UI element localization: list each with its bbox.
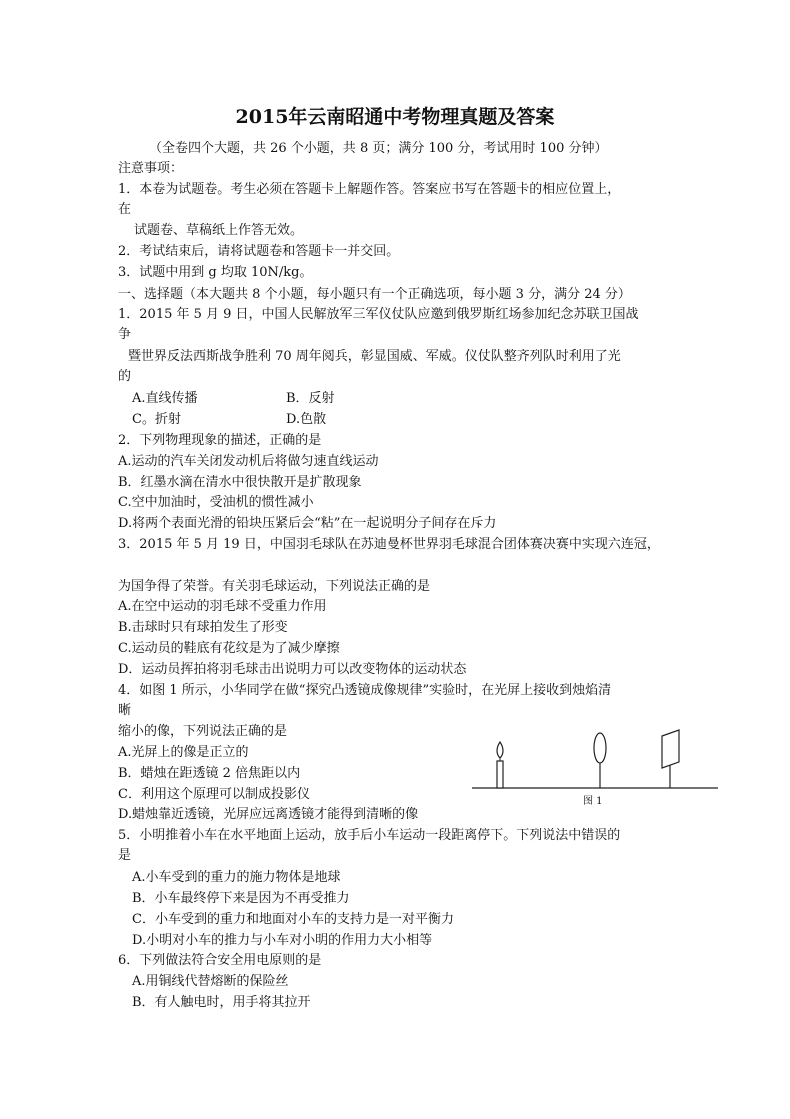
question-4-option-c: C．利用这个原理可以制成投影仪 — [118, 787, 310, 802]
question-2-option-d: D.将两个表面光滑的铅块压紧后会“粘”在一起说明分子间存在斥力 — [118, 516, 497, 531]
question-3-stem: 3．2015 年 5 月 19 日，中国羽毛球队在苏迪曼杯世界羽毛球混合团体赛决赛中实现六连冠， — [118, 537, 660, 552]
question-4-stem: 4．如图 1 所示，小华同学在做“探究凸透镜成像规律”实验时，在光屏上接收到烛焰清 — [118, 683, 612, 698]
question-5-stem-wrap: 是 — [118, 848, 132, 863]
question-1-stem-wrap: 争 — [118, 327, 132, 342]
light-screen-icon — [662, 730, 679, 788]
question-1-option-a: A.直线传播 — [132, 391, 198, 406]
question-5-option-c: C．小车受到的重力和地面对小车的支持力是一对平衡力 — [132, 912, 454, 927]
question-5-option-b: B．小车最终停下来是因为不再受推力 — [132, 891, 350, 906]
exam-instructions: （全卷四个大题，共 26 个小题，共 8 页；满分 100 分，考试用时 100 分钟） — [149, 141, 608, 156]
question-2-stem: 2．下列物理现象的描述，正确的是 — [118, 433, 322, 448]
question-4-option-d: D.蜡烛靠近透镜，光屏应远离透镜才能得到清晰的像 — [118, 807, 419, 822]
question-6-stem: 6．下列做法符合安全用电原则的是 — [118, 953, 322, 968]
question-3-option-a: A.在空中运动的羽毛球不受重力作用 — [118, 599, 327, 614]
convex-lens-icon — [594, 733, 606, 788]
question-3-stem-cont: 为国争得了荣誉。有关羽毛球运动，下列说法正确的是 — [118, 579, 431, 594]
question-2-option-a: A.运动的汽车关闭发动机后将做匀速直线运动 — [118, 454, 379, 469]
question-3-option-d: D．运动员挥拍将羽毛球击出说明力可以改变物体的运动状态 — [118, 662, 467, 677]
page-title: 2015年云南昭通中考物理真题及答案 — [235, 106, 555, 128]
question-5-stem: 5．小明推着小车在水平地面上运动，放手后小车运动一段距离停下。下列说法中错误的 — [118, 828, 621, 843]
question-4-stem-wrap: 晰 — [118, 703, 132, 718]
question-1-option-b: B．反射 — [286, 391, 335, 406]
notice-item-3: 3．试题中用到 g 均取 10N/kg。 — [118, 265, 313, 280]
question-2-option-c: C.空中加油时，受油机的惯性减小 — [118, 495, 314, 510]
figure-caption: 图 1 — [583, 796, 603, 807]
question-4-option-a: A.光屏上的像是正立的 — [118, 745, 249, 760]
candle-icon — [497, 742, 503, 788]
notice-item-2: 2．考试结束后，请将试题卷和答题卡一并交回。 — [118, 244, 400, 259]
section-heading: 一、选择题（本大题共 8 个小题，每小题只有一个正确选项，每小题 3 分，满分 24 分） — [118, 287, 631, 302]
question-3-option-c: C.运动员的鞋底有花纹是为了减少摩擦 — [118, 641, 340, 656]
question-2-option-b: B．红墨水滴在清水中很快散开是扩散现象 — [118, 475, 362, 490]
question-6-option-a: A.用铜线代替熔断的保险丝 — [132, 974, 289, 989]
question-4-stem-cont: 缩小的像，下列说法正确的是 — [118, 724, 288, 739]
question-1-option-c: C。折射 — [132, 412, 181, 427]
question-6-option-b: B．有人触电时，用手将其拉开 — [132, 995, 311, 1010]
notice-item-1-cont: 试题卷、草稿纸上作答无效。 — [134, 223, 304, 238]
question-1-stem-cont: 暨世界反法西斯战争胜利 70 周年阅兵，彰显国威、军威。仪仗队整齐列队时利用了光 — [128, 349, 621, 364]
notice-item-1: 1．本卷为试题卷。考生必须在答题卡上解题作答。答案应书写在答题卡的相应位置上， — [118, 182, 621, 197]
question-1-option-d: D.色散 — [286, 412, 327, 427]
question-5-option-a: A.小车受到的重力的施力物体是地球 — [132, 870, 341, 885]
notice-heading: 注意事项： — [118, 161, 184, 176]
question-3-option-b: B.击球时只有球拍发生了形变 — [118, 620, 288, 635]
notice-item-1-wrap: 在 — [118, 202, 132, 217]
question-5-option-d: D.小明对小车的推力与小车对小明的作用力大小相等 — [132, 933, 433, 948]
question-1-stem-wrap-2: 的 — [118, 369, 132, 384]
question-1-stem: 1．2015 年 5 月 9 日，中国人民解放军三军仪仗队应邀到俄罗斯红场参加纪念苏联卫国战 — [118, 307, 639, 322]
question-4-option-b: B．蜡烛在距透镜 2 倍焦距以内 — [118, 766, 301, 781]
